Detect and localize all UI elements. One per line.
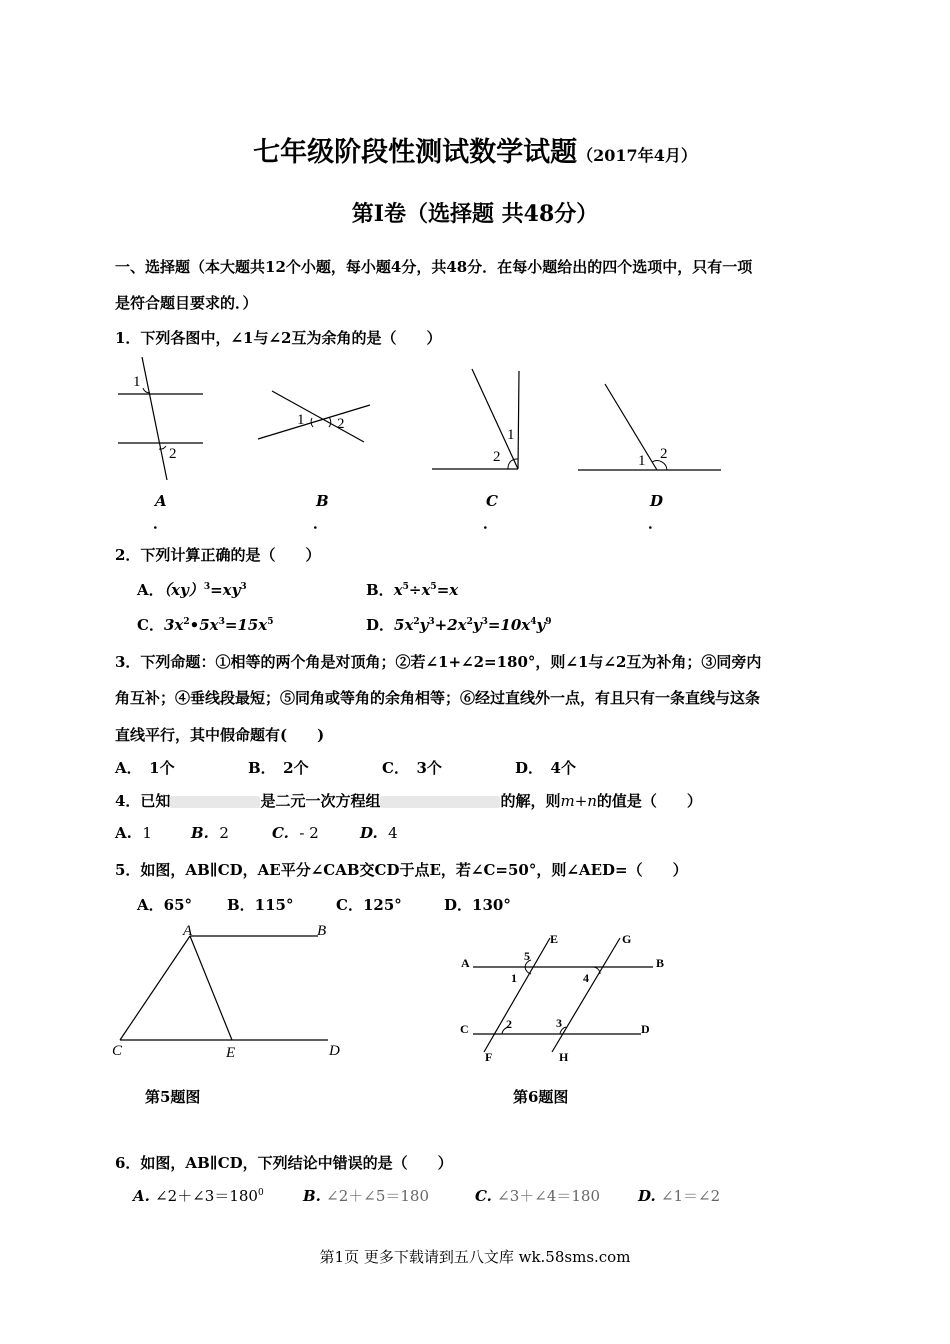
page-title — [0, 130, 950, 169]
title-date: （2017年4月） — [577, 146, 697, 165]
volume-heading: 第Ⅰ卷（选择题 共48分） — [351, 201, 599, 227]
q1a-angle1: 1 — [133, 374, 141, 390]
q6-option-d: D. ∠1＝∠2 — [638, 1187, 721, 1205]
q1-label-b: B — [316, 492, 329, 510]
fig6-point-b: B — [656, 956, 665, 970]
q3-option-c: C． 3个 — [382, 759, 442, 777]
q6-option-c: C. ∠3＋∠4＝180 — [475, 1187, 600, 1205]
q5-figure-caption: 第5题图 — [145, 1088, 201, 1106]
q3-option-b: B． 2个 — [248, 759, 309, 777]
q5-option-d: D．130° — [444, 896, 511, 914]
q4-system-image-2 — [380, 796, 500, 808]
q4-option-b: B. 2 — [191, 824, 229, 842]
q1b-angle1: 1 — [297, 412, 305, 428]
q2-option-c: C．$3x^2•5x^3=15x^5$ — [137, 616, 274, 634]
q1-dot-a: ． — [153, 514, 169, 532]
q5-option-a: A．65° — [137, 896, 193, 914]
title-text: 七年级阶段性测试数学试题 — [253, 137, 578, 168]
fig6-angle-2: 2 — [506, 1017, 512, 1031]
q1d-angle2: 2 — [660, 446, 668, 462]
q1c-angle2: 2 — [493, 449, 501, 465]
q3-option-a: A． 1个 — [115, 759, 175, 777]
q2-stem: 2．下列计算正确的是（ ） — [115, 546, 321, 564]
q6-figure-caption: 第6题图 — [513, 1088, 569, 1106]
q4-system-image — [170, 796, 260, 808]
q5-stem: 5．如图，AB∥CD，AE平分∠CAB交CD于点E，若∠C=50°，则∠AED=（ ） — [115, 861, 688, 879]
fig5-point-a: A — [183, 923, 193, 939]
q6-figure — [455, 928, 685, 1068]
fig6-point-c: C — [460, 1022, 469, 1036]
fig6-point-g: G — [622, 932, 632, 946]
q4-option-a: A. 1 — [115, 824, 152, 842]
fig5-point-e: E — [226, 1045, 236, 1061]
q1a-angle2: 2 — [169, 446, 177, 462]
fig5-point-b: B — [317, 923, 327, 939]
q3-line2: 角互补；④垂线段最短；⑤同角或等角的余角相等；⑥经过直线外一点，有且只有一条直线与这条 — [115, 689, 761, 707]
q6-stem: 6．如图，AB∥CD，下列结论中错误的是（ ） — [115, 1154, 453, 1172]
fig6-point-f: F — [485, 1050, 493, 1064]
q3-line3: 直线平行，其中假命题有( ) — [115, 726, 325, 744]
q1-label-d: D — [650, 492, 664, 510]
q4-option-c: C. - 2 — [272, 824, 319, 842]
q2-option-a: A．$(xy)^3=xy^3$ — [137, 581, 247, 599]
q3-option-d: D． 4个 — [515, 759, 576, 777]
q6-option-b: B. ∠2＋∠5＝180 — [303, 1187, 429, 1205]
q1-stem: 1．下列各图中，∠1与∠2互为余角的是（ ） — [115, 329, 442, 347]
q2-option-d: D．$5x^2y^3+2x^2y^3=10x^4y^9$ — [366, 616, 552, 634]
q1-dot-d: ． — [648, 514, 664, 532]
q6-option-a: A. $\angle 2+\angle 3=180^0$ — [133, 1187, 264, 1205]
fig6-angle-3: 3 — [556, 1016, 562, 1030]
q1c-angle1: 1 — [507, 427, 515, 443]
q1d-angle1: 1 — [638, 453, 646, 469]
fig6-point-h: H — [559, 1050, 569, 1064]
q3-line1: 3．下列命题：①相等的两个角是对顶角；②若∠1+∠2=180°，则∠1与∠2互为补角；③同旁内 — [115, 653, 762, 671]
section-heading-cont: 是符合题目要求的．） — [115, 294, 258, 312]
fig6-angle-5: 5 — [524, 949, 530, 963]
fig6-point-e: E — [550, 932, 559, 946]
q4-stem: 4．已知 是二元一次方程组 的解，则m+n的值是（ ） — [115, 792, 702, 810]
q4-option-d: D. 4 — [360, 824, 398, 842]
q5-option-c: C．125° — [336, 896, 402, 914]
page-footer: 第1页 更多下载请到五八文库 wk.58sms.com — [319, 1248, 631, 1266]
q1b-angle2: 2 — [337, 416, 345, 432]
fig6-angle-4: 4 — [583, 971, 589, 985]
section-heading: 一、选择题（本大题共12个小题，每小题4分，共48分．在每小题给出的四个选项中，只有一项 — [115, 258, 753, 276]
q5-figure — [110, 920, 360, 1070]
fig5-point-c: C — [112, 1043, 123, 1059]
fig5-point-d: D — [329, 1043, 340, 1059]
q1-figures — [100, 355, 740, 535]
q1-label-c: C — [486, 492, 498, 510]
q1-dot-b: ． — [313, 514, 329, 532]
q5-option-b: B．115° — [227, 896, 294, 914]
q1-label-a: A — [155, 492, 167, 510]
fig6-point-d: D — [641, 1022, 650, 1036]
q2-option-b: B．$x^5\div x^5=x$ — [366, 581, 459, 599]
q1-dot-c: ． — [483, 514, 499, 532]
fig6-point-a: A — [461, 956, 470, 970]
fig6-angle-1: 1 — [511, 971, 517, 985]
